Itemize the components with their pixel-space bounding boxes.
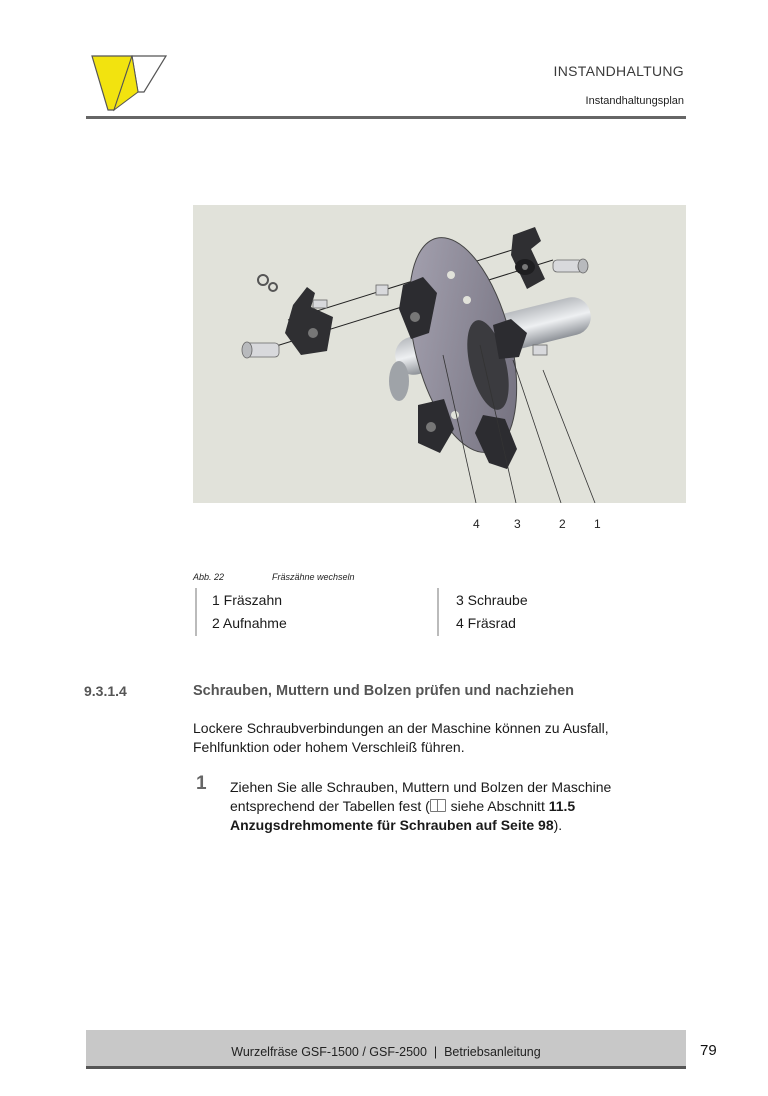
- footer-divider: [86, 1066, 686, 1069]
- section-number: 9.3.1.4: [84, 683, 127, 699]
- step-number: 1: [196, 773, 207, 794]
- milling-wheel-illustration: [193, 205, 686, 503]
- legend-item: 2 Aufnahme: [212, 615, 287, 631]
- section-intro: Lockere Schraubverbindungen an der Maschine können zu Ausfall, Fehlfunktion oder hohem Verschleiß führen.: [193, 720, 609, 755]
- legend-item: 3 Schraube: [456, 592, 528, 608]
- section-title: Schrauben, Muttern und Bolzen prüfen und nachziehen: [193, 683, 575, 699]
- figure-milling-wheel: [193, 205, 686, 503]
- legend-item: 1 Fräszahn: [212, 592, 283, 608]
- callout-4: 4: [473, 517, 480, 531]
- callout-3: 3: [514, 517, 521, 531]
- figure-caption-number: Abb. 22: [193, 572, 225, 582]
- step-text-before: Ziehen Sie alle Schrauben, Muttern und Bolzen der Maschine entsprechend der Tabellen fest (: [230, 779, 612, 814]
- legend-item: 4 Fräsrad: [456, 615, 516, 631]
- header-divider: [86, 116, 686, 119]
- callout-2: 2: [559, 517, 566, 531]
- header-section-title: INSTANDHALTUNG: [553, 63, 684, 79]
- company-logo: [88, 52, 168, 114]
- step-ref-prefix: siehe Abschnitt: [446, 798, 549, 814]
- callout-1: 1: [594, 517, 601, 531]
- footer-title: Wurzelfräse GSF-1500 / GSF-2500 | Betriebsanleitung: [231, 1045, 541, 1059]
- step-text-after: ).: [553, 817, 563, 833]
- book-icon: [430, 799, 446, 812]
- step-text: [230, 778, 680, 835]
- figure-caption-text: Fräszähne wechseln: [272, 572, 355, 582]
- legend-divider-right: [437, 588, 439, 636]
- legend-divider-left: [195, 588, 197, 636]
- header-subsection-title: Instandhaltungsplan: [585, 95, 684, 107]
- cross-reference-link[interactable]: 11.5 Anzugsdrehmomente für Schrauben auf Seite 98: [230, 798, 576, 833]
- page-number: 79: [700, 1042, 717, 1059]
